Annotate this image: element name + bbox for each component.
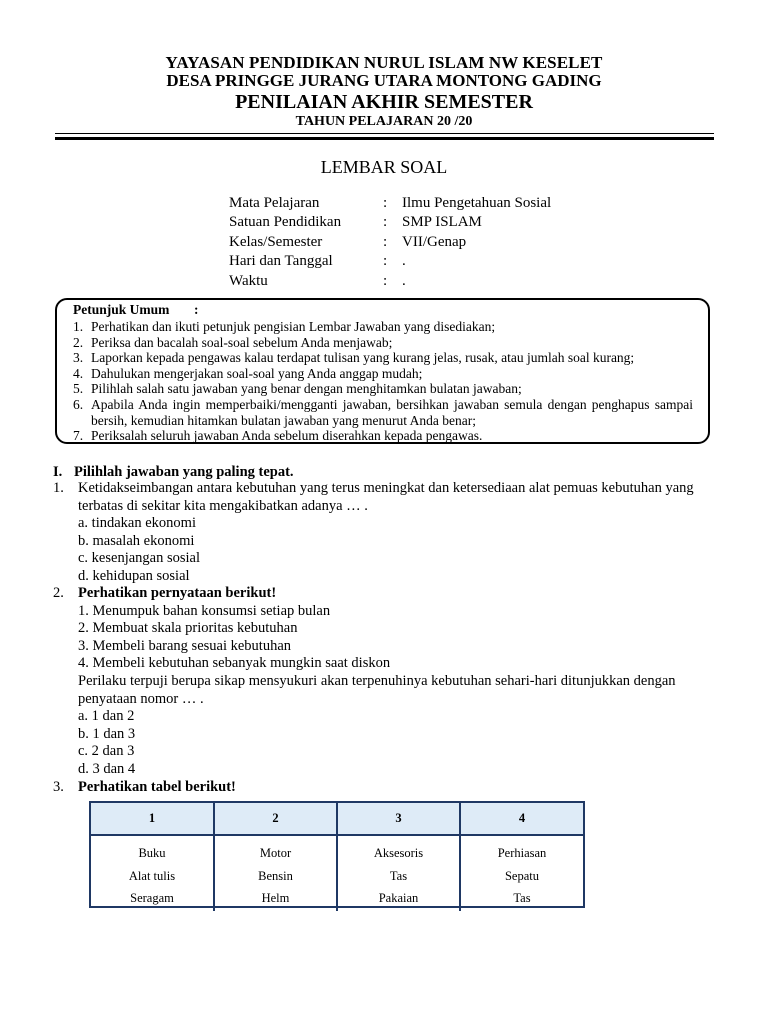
instruction-number: 6.	[73, 396, 84, 412]
instructions-title-text: Petunjuk Umum	[73, 302, 170, 317]
table-header-cell: 4	[460, 803, 583, 835]
goods-table	[89, 801, 585, 908]
table-cell: Aksesoris	[373, 846, 424, 860]
instruction-number: 4.	[73, 365, 84, 381]
statement-item: 3. Membeli barang sesuai kebutuhan	[78, 637, 292, 654]
question-intro: Perhatikan tabel berikut!	[78, 779, 236, 795]
info-value: Ilmu Pengetahuan Sosial	[402, 195, 552, 211]
instruction-item	[73, 366, 693, 382]
instruction-text: Dahulukan mengerjakan soal-soal yang Anda anggap mudah;	[91, 365, 423, 381]
answer-option: d. kehidupan sosial	[78, 567, 190, 584]
table-cell: Tas	[389, 868, 408, 883]
answer-option: a. 1 dan 2	[78, 708, 135, 725]
info-value: .	[402, 272, 406, 289]
info-colon: :	[383, 272, 388, 289]
instruction-text: Laporkan kepada pengawas kalau terdapat tulisan yang kurang jelas, rusak, atau jumlah soal kurang;	[91, 350, 635, 366]
info-colon: :	[383, 253, 388, 270]
table-cell-column	[91, 835, 214, 911]
table-header-cell: 2	[214, 803, 337, 835]
instruction-number: 2.	[73, 334, 84, 350]
table-cell: Tas	[513, 891, 531, 905]
instructions-title-colon: :	[194, 302, 199, 317]
instruction-number: 5.	[73, 381, 84, 397]
statement-item: 2. Membuat skala prioritas kebutuhan	[78, 620, 298, 637]
goods-table-grid	[91, 803, 583, 911]
table-header-cell: 3	[337, 803, 460, 835]
question-number: 1.	[53, 480, 64, 496]
info-label: Kelas/Semester	[229, 233, 323, 250]
answer-option: c. 2 dan 3	[78, 743, 135, 760]
question-text-line: Perilaku terpuji berupa sikap mensyukuri akan terpenuhinya kebutuhan sehari-hari ditunjukkan dengan	[78, 672, 676, 689]
instruction-number: 1.	[73, 319, 84, 334]
instruction-item	[73, 428, 693, 444]
answer-option: a. tindakan ekonomi	[78, 515, 196, 532]
header-rule-thick	[55, 137, 714, 140]
statement-item: 4. Membeli kebutuhan sebanyak mungkin saat diskon	[78, 655, 391, 672]
question-body	[78, 585, 713, 779]
statement-item: 1. Menumpuk bahan konsumsi setiap bulan	[78, 602, 331, 619]
header-academic-year: TAHUN PELAJARAN 20 /20	[295, 114, 473, 129]
instruction-number: 7.	[73, 428, 84, 444]
instruction-item	[73, 381, 693, 397]
info-value: VII/Genap	[402, 233, 467, 250]
instruction-item	[73, 319, 693, 335]
question-text-line: penyataan nomor … .	[78, 690, 204, 707]
instruction-text: Periksalah seluruh jawaban Anda sebelum diserahkan kepada pengawas.	[91, 428, 483, 444]
instruction-number: 3.	[73, 350, 84, 366]
question-intro: Perhatikan pernyataan berikut!	[78, 585, 277, 601]
question-body	[78, 480, 713, 586]
info-value: .	[402, 253, 406, 270]
instruction-item	[73, 335, 693, 351]
question-number: 2.	[53, 585, 64, 601]
info-colon: :	[383, 195, 388, 211]
instruction-text: Pilihlah salah satu jawaban yang benar dengan menghitamkan bulatan jawaban;	[91, 381, 522, 397]
header-exam-title: PENILAIAN AKHIR SEMESTER	[235, 91, 533, 113]
info-value: SMP ISLAM	[402, 214, 482, 231]
info-label: Hari dan Tanggal	[229, 253, 333, 270]
table-header-row	[91, 803, 583, 835]
header-foundation-name: YAYASAN PENDIDIKAN NURUL ISLAM NW KESELET	[165, 53, 603, 72]
question-text-line: terbatas di sekitar kita mengakibatkan adanya … .	[78, 497, 368, 514]
section-title: Pilihlah jawaban yang paling tepat.	[74, 464, 294, 480]
section-number: I.	[53, 464, 63, 480]
answer-option: c. kesenjangan sosial	[78, 550, 201, 567]
instruction-text: Apabila Anda ingin memperbaiki/mengganti jawaban, bersihkan jawaban semula dengan penghapus sampai bersih, kemudian hitamkan bulatan jawaban yang menurut Anda benar;	[91, 396, 693, 428]
info-label: Mata Pelajaran	[229, 195, 320, 211]
question-number: 3.	[53, 779, 64, 795]
info-label: Waktu	[229, 272, 268, 289]
question-text-line: Ketidakseimbangan antara kebutuhan yang terus meningkat dan ketersediaan alat pemuas kebutuhan yang	[78, 480, 694, 496]
table-cell: Pakaian	[378, 891, 419, 905]
table-cell-column	[214, 835, 337, 911]
instructions-list	[73, 319, 693, 444]
instructions-title	[73, 302, 199, 318]
question-body	[78, 779, 713, 797]
page-title: LEMBAR SOAL	[320, 157, 448, 177]
table-cell: Helm	[261, 891, 290, 905]
instruction-item	[73, 350, 693, 366]
table-cell: Alat tulis	[128, 868, 176, 883]
answer-option: b. 1 dan 3	[78, 725, 136, 742]
header-address: DESA PRINGGE JURANG UTARA MONTONG GADING	[166, 71, 602, 90]
table-body-row	[91, 835, 583, 911]
instruction-text: Periksa dan bacalah soal-soal sebelum Anda menjawab;	[91, 334, 393, 350]
table-cell-column	[460, 835, 583, 911]
header-rule-thin	[55, 133, 714, 134]
answer-option: b. masalah ekonomi	[78, 532, 195, 549]
table-cell: Motor	[259, 846, 292, 860]
table-cell: Buku	[138, 846, 166, 860]
info-colon: :	[383, 214, 388, 231]
instruction-item	[73, 397, 693, 428]
table-cell: Perhiasan	[497, 846, 547, 860]
table-cell: Seragam	[130, 891, 174, 905]
table-cell-column	[337, 835, 460, 911]
instruction-text: Perhatikan dan ikuti petunjuk pengisian Lembar Jawaban yang disediakan;	[91, 319, 496, 334]
table-cell: Bensin	[258, 868, 293, 883]
info-label: Satuan Pendidikan	[229, 214, 342, 231]
info-colon: :	[383, 233, 388, 250]
table-cell: Sepatu	[504, 868, 540, 883]
answer-option: d. 3 dan 4	[78, 760, 136, 777]
table-header-cell: 1	[91, 803, 214, 835]
